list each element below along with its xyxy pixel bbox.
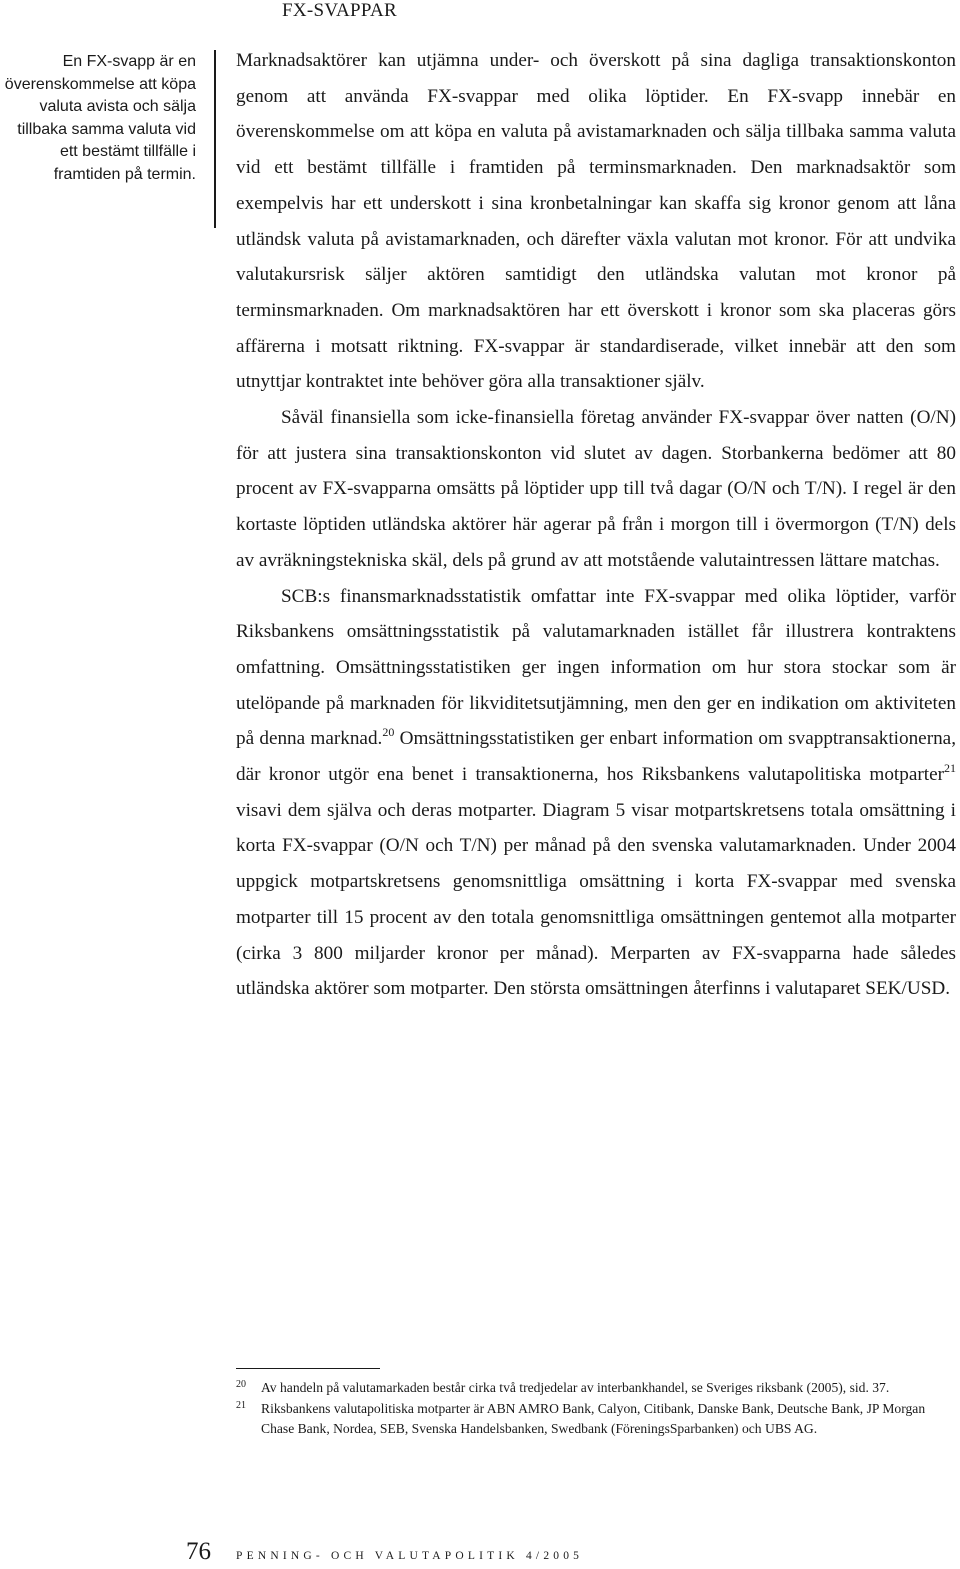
- paragraph-3-part-2: Omsättningsstatistiken ger enbart information om svapptransaktionerna, där kronor utgör ena benet i transaktionerna, hos Riksbankens valutapolitiska motparter: [236, 728, 956, 786]
- page-number: 76: [186, 1538, 211, 1565]
- footnote-number: 20: [236, 1379, 246, 1390]
- paragraph-3-part-1: SCB:s finansmarknadsstatistik omfattar inte FX-svappar med olika löptider, varför Riksbankens omsättningsstatistik på valutamarknaden istället får illustrera kontraktens omfattning. Omsättningsstatistiken ger ingen information om hur stora stockar som är utelöpande på marknaden för likviditetsutjämning, men den ger en indikation om aktiviteten på denna marknad.: [236, 585, 956, 750]
- footnotes: [236, 1378, 960, 1440]
- footnote-ref-20[interactable]: 20: [382, 725, 395, 740]
- footnote-text: Riksbankens valutapolitiska motparter är ABN AMRO Bank, Calyon, Citibank, Danske Bank, Deutsche Bank, JP Morgan Chase Bank, Nordea, SEB, Svenska Handelsbanken, Swedbank (FöreningsSparbanken) och UBS AG.: [261, 1401, 926, 1436]
- footnote-text: Av handeln på valutamarkaden består cirka två tredjedelar av interbankhandel, se Sveriges riksbank (2005), sid. 37.: [261, 1380, 890, 1395]
- footnote-21: [236, 1399, 960, 1439]
- footnote-separator: [236, 1368, 380, 1369]
- footnote-number: 21: [236, 1400, 246, 1411]
- running-header: FX-SVAPPAR: [282, 0, 397, 21]
- footnote-ref-21[interactable]: 21: [944, 761, 956, 776]
- body-text: [236, 43, 956, 1007]
- paragraph-2: Såväl finansiella som icke-finansiella företag använder FX-svappar över natten (O/N) för att justera sina transaktionskonton vid slutet av dagen. Storbankerna bedömer att 80 procent av FX-svapparna omsätts på löptider upp till två dagar (O/N och T/N). I regel är den kortaste löptiden utländska aktörer här agerar på från i morgon till i övermorgon (T/N) dels av avräkningstekniska skäl, dels på grund av att motstående valutaintressen lättare matchas.: [236, 407, 956, 571]
- footnote-20: [236, 1378, 960, 1398]
- paragraph-3-part-3: visavi dem själva och deras motparter. Diagram 5 visar motpartskretsens totala omsättning i korta FX-svappar (O/N och T/N) per månad på den svenska valutamarknaden. Under 2004 uppgick motpartskretsens genomsnittliga omsättning i korta FX-svappar med svenska motparter till 15 procent av den totala genomsnittliga omsättningen gentemot alla motparter (cirka 3 800 miljarder kronor per månad). Merparten av FX-svapparna hade således utländska aktörer som motparter. Den största omsättningen återfinns i valutaparet SEK/USD.: [236, 799, 956, 1000]
- paragraph-1: Marknadsaktörer kan utjämna under- och överskott på sina dagliga transaktionskonton genom att använda FX-svappar med olika löptider. En FX-svapp innebär en överenskommelse om att köpa en valuta på avistamarknaden och sälja tillbaka samma valuta vid ett bestämt tillfälle i framtiden på terminsmarknaden. Den marknadsaktör som exempelvis har ett underskott i sina kronbetalningar kan skaffa sig kronor genom att låna utländsk valuta på avistamarknaden, och därefter växla valutan mot kronor. För att undvika valutakursrisk säljer aktören samtidigt den utländska valutan mot kronor på terminsmarknaden. Om marknadsaktören har ett överskott i kronor som ska placeras görs affärerna i motsatt riktning. FX-svappar är standardiserade, vilket innebär att den som utnyttjar kontraktet inte behöver göra alla transaktioner själv.: [236, 50, 956, 393]
- publication-footer: PENNING- OCH VALUTAPOLITIK 4/2005: [236, 1550, 584, 1562]
- margin-note-rule: [214, 50, 216, 228]
- paragraph-3: [236, 579, 956, 1007]
- margin-note: En FX-svapp är en överenskommelse att köpa valuta avista och sälja tillbaka samma valuta vid ett bestämt tillfälle i framtiden på termin.: [4, 53, 196, 183]
